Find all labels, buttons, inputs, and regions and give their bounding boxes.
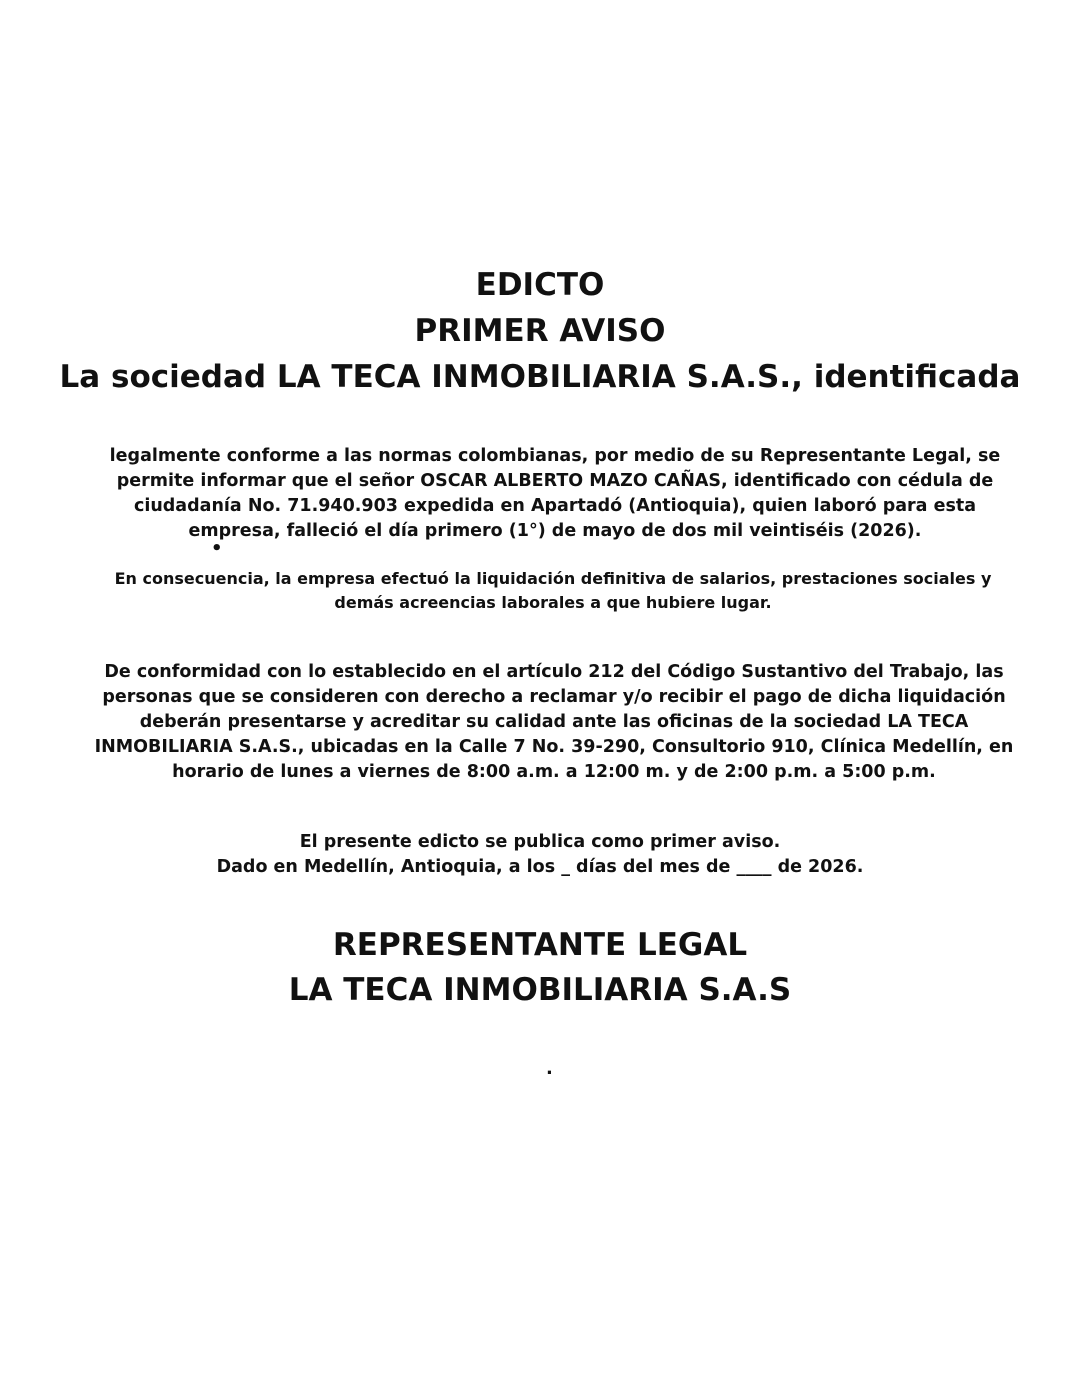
closing-line-1: El presente edicto se publica como primer aviso. bbox=[299, 832, 781, 852]
signature-mark: . bbox=[546, 1058, 553, 1079]
closing-line-2: Dado en Medellín, Antioquia, a los _ días del mes de ____ de 2026. bbox=[216, 857, 864, 877]
notice-paragraph-2: En consecuencia, la empresa efectuó la liquidación definitiva de salarios, prestaciones sociales y demás acreencias laborales a que hubiere lugar. bbox=[114, 569, 992, 612]
bullet-mark: • bbox=[211, 538, 223, 559]
signature-company: LA TECA INMOBILIARIA S.A.S bbox=[288, 972, 792, 1008]
document-subtitle: PRIMER AVISO bbox=[414, 313, 666, 349]
document-lead-line: La sociedad LA TECA INMOBILIARIA S.A.S., identificada bbox=[59, 359, 1021, 395]
document-title: EDICTO bbox=[475, 267, 605, 303]
signature-role: REPRESENTANTE LEGAL bbox=[332, 927, 748, 963]
notice-paragraph-3: De conformidad con lo establecido en el artículo 212 del Código Sustantivo del Trabajo, las personas que se consideren con derecho a reclamar y/o recibir el pago de dicha liquidación deberán presentarse y acreditar su calidad ante las oficinas de la sociedad LA TECA INMOBILIARIA S.A.S., ubicadas en la Calle 7 No. 39-290, Consultorio 910, Clínica Medellín, en horario de lunes a viernes de 8:00 a.m. a 12:00 m. y de 2:00 p.m. a 5:00 p.m. bbox=[94, 662, 1014, 782]
notice-paragraph-1: legalmente conforme a las normas colombianas, por medio de su Representante Legal, se permite informar que el señor OSCAR ALBERTO MAZO CAÑAS, identificado con cédula de ciudadanía No. 71.940.903 expedida en Apartadó (Antioquia), quien laboró para esta empresa, falleció el día primero (1°) de mayo de dos mil veintiséis (2026). bbox=[109, 446, 1001, 541]
